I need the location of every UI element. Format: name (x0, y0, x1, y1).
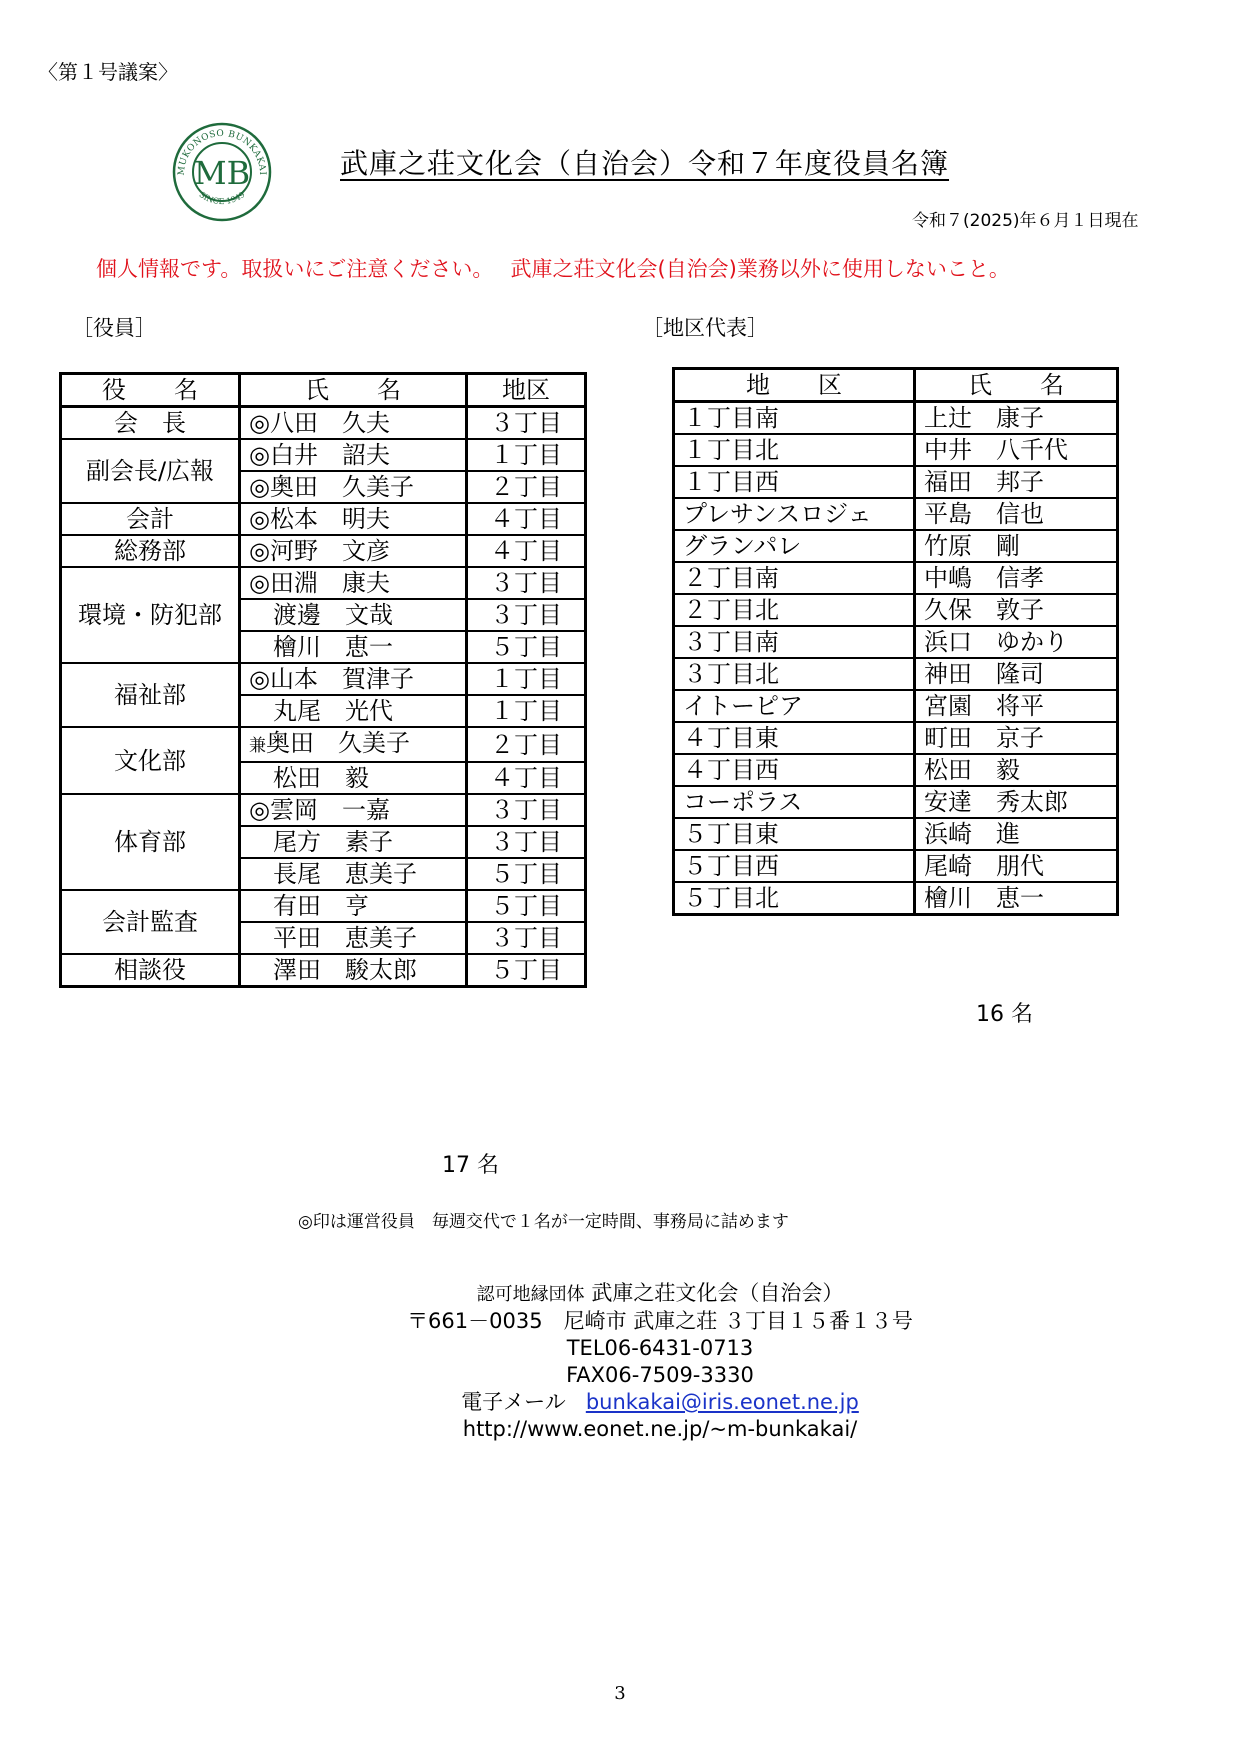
district-reps-count: 16 名 (976, 1002, 1033, 1027)
column-header: 役 名 (61, 374, 240, 407)
district-cell: ５丁目 (467, 631, 586, 663)
district-cell: ４丁目西 (674, 754, 915, 786)
officers-count: 17 名 (442, 1153, 499, 1178)
svg-text:MUKONOSO BUNKAKAI: MUKONOSO BUNKAKAI (176, 128, 268, 176)
officers-table (59, 372, 587, 988)
district-cell: １丁目 (467, 663, 586, 695)
name-cell: ◎松本 明夫 (240, 503, 467, 535)
table-row (674, 882, 1118, 915)
svg-text:MB: MB (193, 154, 251, 192)
table-row (674, 530, 1118, 562)
name-cell: 長尾 恵美子 (240, 858, 467, 890)
representative-cell: 平島 信也 (915, 498, 1118, 530)
officers-heading: ［役員］ (72, 316, 156, 340)
district-reps-body (674, 402, 1118, 915)
district-cell: ４丁目 (467, 762, 586, 794)
district-cell: ５丁目 (467, 890, 586, 922)
table-row (61, 439, 586, 471)
representative-cell: 檜川 恵一 (915, 882, 1118, 915)
district-cell: ５丁目 (467, 858, 586, 890)
district-reps-heading: ［地区代表］ (642, 316, 768, 340)
district-cell: ３丁目南 (674, 626, 915, 658)
district-cell: １丁目 (467, 439, 586, 471)
name-cell: 檜川 恵一 (240, 631, 467, 663)
table-row (61, 663, 586, 695)
district-cell: プレサンスロジェ (674, 498, 915, 530)
fax: FAX06-7509-3330 (566, 1363, 754, 1387)
column-header: 地 区 (674, 369, 915, 402)
contact-block (380, 1280, 940, 1443)
name-cell: 澤田 駿太郎 (240, 954, 467, 987)
name-cell: 平田 恵美子 (240, 922, 467, 954)
phone: TEL06-6431-0713 (566, 1336, 754, 1360)
column-header: 氏 名 (915, 369, 1118, 402)
district-cell: イトーピア (674, 690, 915, 722)
address: 〒661－0035 尼崎市 武庫之荘 ３丁目１５番１３号 (407, 1309, 913, 1333)
column-header: 氏 名 (240, 374, 467, 407)
table-row (61, 535, 586, 567)
district-cell: ４丁目 (467, 503, 586, 535)
district-cell: ５丁目東 (674, 818, 915, 850)
name-cell: 尾方 素子 (240, 826, 467, 858)
representative-cell: 町田 京子 (915, 722, 1118, 754)
table-row (61, 890, 586, 922)
district-cell: グランパレ (674, 530, 915, 562)
role-cell: 会計監査 (61, 890, 240, 954)
table-row (674, 850, 1118, 882)
role-cell: 副会長/広報 (61, 439, 240, 503)
district-cell: ３丁目 (467, 794, 586, 826)
table-row (674, 402, 1118, 435)
org-line (380, 1280, 940, 1308)
district-cell: ５丁目北 (674, 882, 915, 915)
district-cell: ２丁目北 (674, 594, 915, 626)
name-cell (240, 727, 467, 762)
district-cell: ３丁目 (467, 599, 586, 631)
district-cell: ４丁目東 (674, 722, 915, 754)
representative-cell: 竹原 剛 (915, 530, 1118, 562)
table-row (674, 754, 1118, 786)
representative-cell: 松田 毅 (915, 754, 1118, 786)
agenda-label: 〈第１号議案〉 (38, 60, 178, 84)
role-cell: 相談役 (61, 954, 240, 987)
role-cell: 会計 (61, 503, 240, 535)
name-cell: 丸尾 光代 (240, 695, 467, 727)
table-row (674, 434, 1118, 466)
table-row (674, 722, 1118, 754)
district-cell: １丁目北 (674, 434, 915, 466)
website-url[interactable]: http://www.eonet.ne.jp/~m-bunkakai/ (462, 1417, 858, 1441)
table-header-row (61, 374, 586, 407)
name-cell: ◎雲岡 一嘉 (240, 794, 467, 826)
district-cell: ３丁目 (467, 922, 586, 954)
representative-cell: 中井 八千代 (915, 434, 1118, 466)
representative-cell: 福田 邦子 (915, 466, 1118, 498)
district-cell: ２丁目南 (674, 562, 915, 594)
role-cell: 環境・防犯部 (61, 567, 240, 663)
name-cell: 有田 亨 (240, 890, 467, 922)
district-reps-table (672, 367, 1119, 916)
district-cell: ３丁目北 (674, 658, 915, 690)
email-line (380, 1389, 940, 1416)
name-cell: ◎八田 久夫 (240, 407, 467, 440)
representative-cell: 安達 秀太郎 (915, 786, 1118, 818)
representative-cell: 神田 隆司 (915, 658, 1118, 690)
table-row (674, 594, 1118, 626)
district-cell: ２丁目 (467, 471, 586, 503)
name-cell: ◎奥田 久美子 (240, 471, 467, 503)
name-cell: ◎白井 詔夫 (240, 439, 467, 471)
representative-cell: 宮園 将平 (915, 690, 1118, 722)
table-row (61, 954, 586, 987)
column-header: 地区 (467, 374, 586, 407)
representative-cell: 久保 敦子 (915, 594, 1118, 626)
role-cell: 会 長 (61, 407, 240, 440)
table-row (674, 690, 1118, 722)
table-row (674, 466, 1118, 498)
table-row (674, 626, 1118, 658)
organization-logo (172, 122, 272, 222)
district-cell: ５丁目西 (674, 850, 915, 882)
org-prefix: 認可地縁団体 (476, 1284, 585, 1305)
table-header-row (674, 369, 1118, 402)
as-of-date: 令和７(2025)年６月１日現在 (912, 211, 1139, 231)
representative-cell: 中嶋 信孝 (915, 562, 1118, 594)
privacy-warning: 個人情報です。取扱いにご注意ください。 武庫之荘文化会(自治会)業務以外に使用しないこと。 (96, 257, 1010, 281)
table-row (61, 794, 586, 826)
table-row (61, 407, 586, 440)
page-title: 武庫之荘文化会（自治会）令和７年度役員名簿 (340, 147, 950, 180)
table-row (61, 567, 586, 599)
role-cell: 文化部 (61, 727, 240, 794)
table-row (674, 786, 1118, 818)
table-row (674, 818, 1118, 850)
name-text: 奥田 久美子 (266, 729, 410, 757)
district-cell: ４丁目 (467, 535, 586, 567)
name-cell: 松田 毅 (240, 762, 467, 794)
table-row (674, 498, 1118, 530)
page-number: 3 (614, 1683, 626, 1704)
representative-cell: 浜口 ゆかり (915, 626, 1118, 658)
district-cell: ２丁目 (467, 727, 586, 762)
role-cell: 福祉部 (61, 663, 240, 727)
representative-cell: 尾崎 朋代 (915, 850, 1118, 882)
table-row (61, 727, 586, 762)
district-cell: ３丁目 (467, 567, 586, 599)
email-label: 電子メール (461, 1390, 566, 1414)
name-cell: 渡邊 文哉 (240, 599, 467, 631)
district-cell: １丁目 (467, 695, 586, 727)
table-row (674, 562, 1118, 594)
concurrent-role-mark: 兼 (249, 736, 266, 756)
table-row (674, 658, 1118, 690)
representative-cell: 上辻 康子 (915, 402, 1118, 435)
footnote: ◎印は運営役員 毎週交代で１名が一定時間、事務局に詰めます (298, 1212, 789, 1232)
name-cell: ◎田淵 康夫 (240, 567, 467, 599)
district-cell: １丁目南 (674, 402, 915, 435)
svg-text:SINCE 1949: SINCE 1949 (197, 189, 247, 207)
representative-cell: 浜崎 進 (915, 818, 1118, 850)
org-name: 武庫之荘文化会（自治会） (591, 1281, 844, 1305)
district-cell: ５丁目 (467, 954, 586, 987)
table-row (61, 503, 586, 535)
district-cell: １丁目西 (674, 466, 915, 498)
name-cell: ◎山本 賀津子 (240, 663, 467, 695)
email-link[interactable]: bunkakai@iris.eonet.ne.jp (585, 1390, 859, 1414)
district-cell: コーポラス (674, 786, 915, 818)
role-cell: 総務部 (61, 535, 240, 567)
district-cell: ３丁目 (467, 826, 586, 858)
role-cell: 体育部 (61, 794, 240, 890)
name-cell: ◎河野 文彦 (240, 535, 467, 567)
district-cell: ３丁目 (467, 407, 586, 440)
